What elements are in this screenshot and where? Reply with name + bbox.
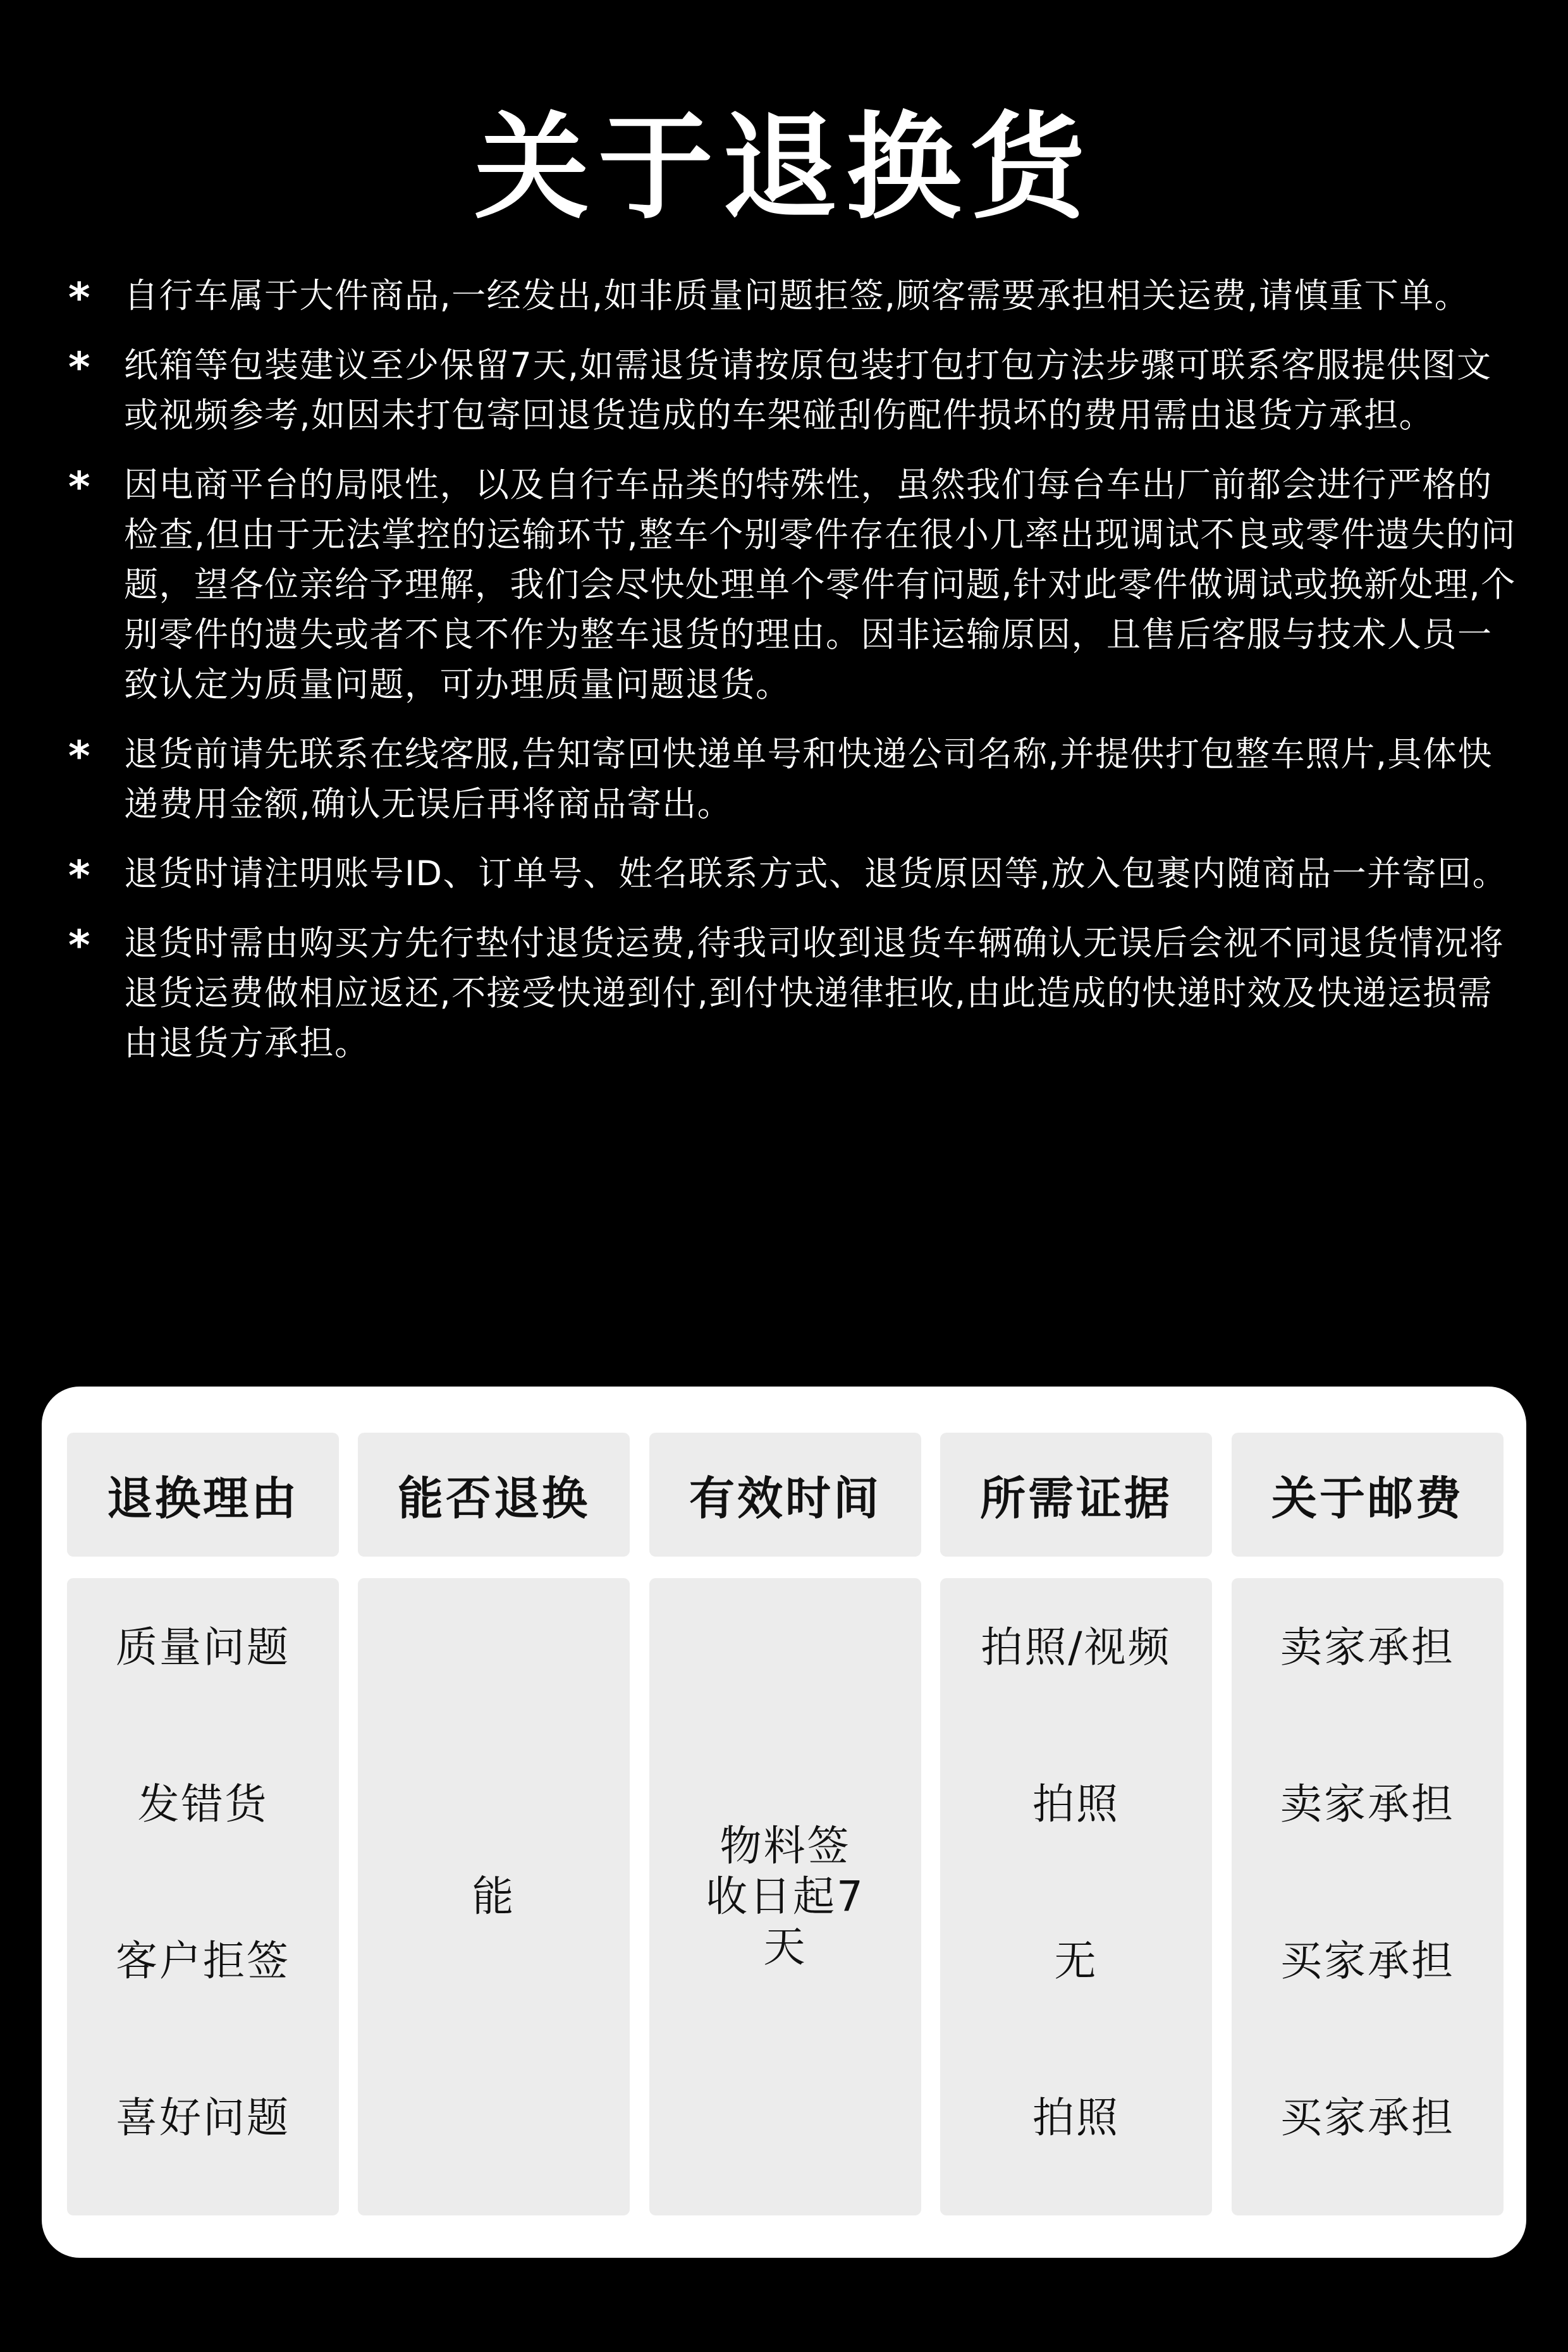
table-cell: 拍照: [1032, 2093, 1120, 2142]
policy-note: [68, 340, 1516, 440]
valid-time-value: 物料签收日起7天: [706, 1822, 865, 1971]
bullet-star-icon: *: [68, 463, 92, 511]
header-postage: 关于邮费: [1232, 1433, 1504, 1557]
header-valid-time: 有效时间: [649, 1433, 921, 1557]
can-return-value: 能: [472, 1872, 516, 1921]
column-required-evidence: [940, 1578, 1212, 2215]
policy-note-text: 退货前请先联系在线客服,告知寄回快递单号和快递公司名称,并提供打包整车照片,具体快递费用金额,确认无误后再将商品寄出。: [124, 734, 1493, 824]
table-cell: 喜好问题: [116, 2093, 290, 2142]
policy-note: [68, 460, 1516, 709]
table-cell: 质量问题: [116, 1623, 290, 1672]
table-cell: 客户拒签: [116, 1937, 290, 1985]
bullet-star-icon: *: [68, 343, 92, 392]
policy-note: [68, 729, 1516, 829]
table-cell: 拍照/视频: [981, 1623, 1172, 1672]
table-cell: 拍照: [1032, 1780, 1120, 1828]
policy-note-text: 退货时需由购买方先行垫付退货运费,待我司收到退货车辆确认无误后会视不同退货情况将退货运费做相应返还,不接受快递到付,到付快递律拒收,由此造成的快递时效及快递运损需由退货方承担。: [124, 923, 1505, 1063]
table-cell: 无: [1054, 1937, 1098, 1985]
table-cell: 发错货: [137, 1780, 269, 1828]
policy-note: [68, 271, 1516, 321]
policy-note-text: 退货时请注明账号ID、订单号、姓名联系方式、退货原因等,放入包裹内随商品一并寄回。: [124, 854, 1508, 893]
column-can-return: [358, 1578, 630, 2215]
bullet-star-icon: *: [68, 852, 92, 900]
table-cell: [649, 1578, 921, 2215]
column-valid-time: [649, 1578, 921, 2215]
column-postage: [1232, 1578, 1504, 2215]
policy-note-text: 自行车属于大件商品,一经发出,如非质量问题拒签,顾客需要承担相关运费,请慎重下单。: [124, 276, 1470, 315]
header-return-reason: 退换理由: [67, 1433, 339, 1557]
policy-note-text: 因电商平台的局限性，以及自行车品类的特殊性，虽然我们每台车出厂前都会进行严格的检查,但由于无法掌控的运输环节,整车个别零件存在很小几率出现调试不良或零件遗失的问题，望各位亲给予理解，我们会尽快处理单个零件有问题,针对此零件做调试或换新处理,个别零件的遗失或者不良不作为整车退货的理由。因非运输原因，且售后客服与技术人员一致认定为质量问题，可办理质量问题退货。: [124, 465, 1516, 704]
table-cell: [358, 1578, 630, 2215]
table-cell: 买家承担: [1280, 2093, 1455, 2142]
header-can-return: 能否退换: [358, 1433, 630, 1557]
bullet-star-icon: *: [68, 921, 92, 970]
return-policy-notes: [68, 271, 1516, 1087]
column-return-reason: [67, 1578, 339, 2215]
page-title: 关于退换货: [474, 101, 1094, 235]
table-cell: 卖家承担: [1280, 1780, 1455, 1828]
policy-note: [68, 918, 1516, 1068]
header-required-evidence: 所需证据: [940, 1433, 1212, 1557]
policy-note-text: 纸箱等包装建议至少保留7天,如需退货请按原包装打包打包方法步骤可联系客服提供图文或视频参考,如因未打包寄回退货造成的车架碰刮伤配件损坏的费用需由退货方承担。: [124, 345, 1492, 435]
bullet-star-icon: *: [68, 274, 92, 322]
bullet-star-icon: *: [68, 732, 92, 781]
policy-note: [68, 848, 1516, 898]
table-cell: 卖家承担: [1280, 1623, 1455, 1672]
return-policy-table: [42, 1387, 1526, 2258]
table-cell: 买家承担: [1280, 1937, 1455, 1985]
